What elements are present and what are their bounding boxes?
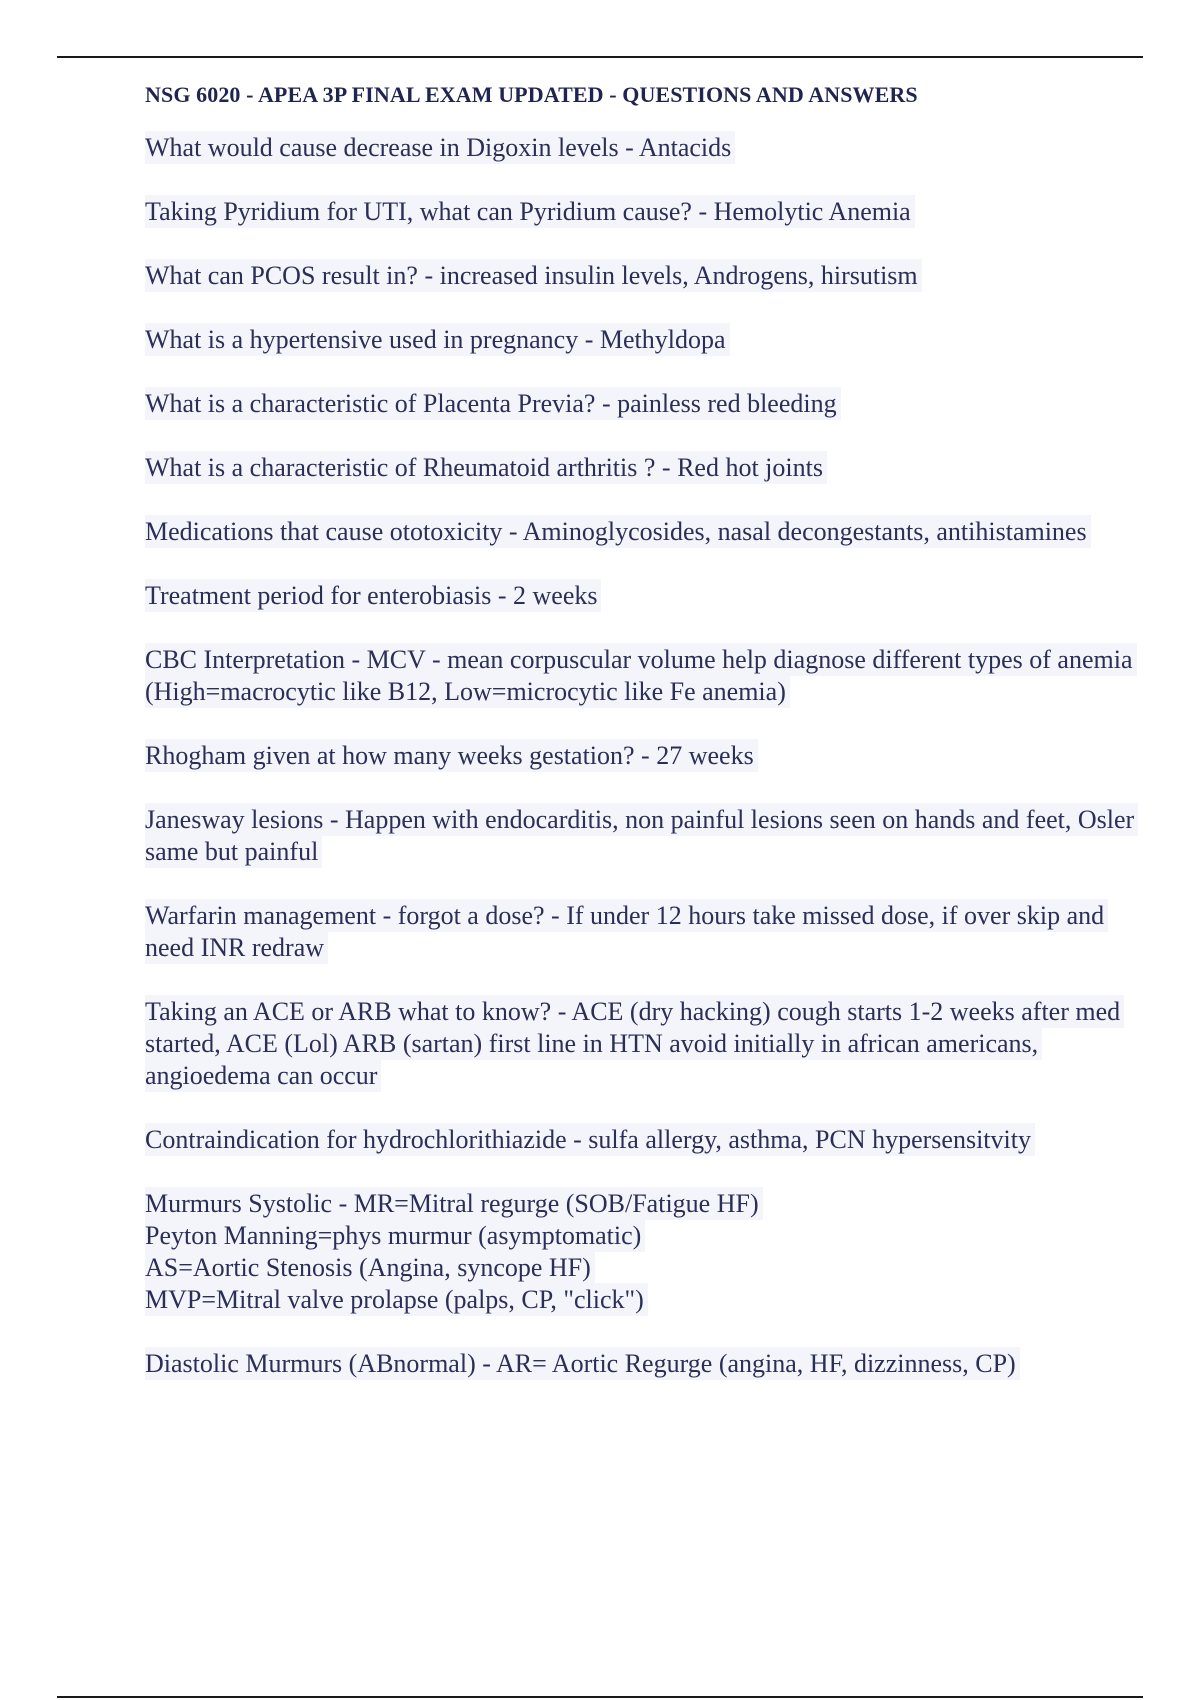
qa-item	[145, 580, 1145, 612]
qa-text: What is a characteristic of Rheumatoid arthritis ? - Red hot joints	[145, 451, 827, 484]
qa-item	[145, 644, 1145, 708]
qa-item	[145, 740, 1145, 772]
qa-text: What is a characteristic of Placenta Previa? - painless red bleeding	[145, 387, 841, 420]
qa-text: Warfarin management - forgot a dose? - If under 12 hours take missed dose, if over skip and need INR redraw	[145, 899, 1108, 964]
qa-text: Treatment period for enterobiasis - 2 weeks	[145, 579, 601, 612]
top-rule	[57, 56, 1143, 58]
qa-item	[145, 260, 1145, 292]
qa-item-murmurs-systolic	[145, 1188, 1145, 1316]
qa-text: Contraindication for hydrochlorithiazide - sulfa allergy, asthma, PCN hypersensitvity	[145, 1123, 1035, 1156]
qa-text: Taking an ACE or ARB what to know? - ACE (dry hacking) cough starts 1-2 weeks after med started, ACE (Lol) ARB (sartan) first line in HTN avoid initially in african americans, angioedema can occur	[145, 995, 1124, 1092]
qa-item	[145, 900, 1145, 964]
qa-text: Rhogham given at how many weeks gestation? - 27 weeks	[145, 739, 758, 772]
qa-line: MVP=Mitral valve prolapse (palps, CP, "click")	[145, 1283, 648, 1316]
qa-line: Murmurs Systolic - MR=Mitral regurge (SOB/Fatigue HF)	[145, 1187, 763, 1220]
qa-text: CBC Interpretation - MCV - mean corpuscular volume help diagnose different types of anemia (High=macrocytic like B12, Low=microcytic like Fe anemia)	[145, 643, 1137, 708]
qa-text: What can PCOS result in? - increased insulin levels, Androgens, hirsutism	[145, 259, 922, 292]
qa-item	[145, 132, 1145, 164]
qa-item	[145, 388, 1145, 420]
document-page	[145, 78, 1145, 1412]
qa-item	[145, 516, 1145, 548]
qa-item	[145, 996, 1145, 1092]
qa-item	[145, 1124, 1145, 1156]
qa-text: Janesway lesions - Happen with endocarditis, non painful lesions seen on hands and feet, Osler same but painful	[145, 803, 1138, 868]
qa-line: Peyton Manning=phys murmur (asymptomatic)	[145, 1219, 645, 1252]
qa-item	[145, 324, 1145, 356]
bottom-rule	[57, 1696, 1143, 1698]
qa-item-diastolic	[145, 1348, 1145, 1380]
qa-line: AS=Aortic Stenosis (Angina, syncope HF)	[145, 1251, 595, 1284]
qa-item	[145, 452, 1145, 484]
qa-text: What is a hypertensive used in pregnancy - Methyldopa	[145, 323, 730, 356]
document-title: NSG 6020 - APEA 3P FINAL EXAM UPDATED - QUESTIONS AND ANSWERS	[145, 82, 918, 107]
qa-text: Taking Pyridium for UTI, what can Pyridium cause? - Hemolytic Anemia	[145, 195, 915, 228]
qa-item	[145, 804, 1145, 868]
qa-item	[145, 196, 1145, 228]
qa-text: Medications that cause ototoxicity - Aminoglycosides, nasal decongestants, antihistamines	[145, 515, 1091, 548]
qa-text: Diastolic Murmurs (ABnormal) - AR= Aortic Regurge (angina, HF, dizzinness, CP)	[145, 1347, 1020, 1380]
qa-text: What would cause decrease in Digoxin levels - Antacids	[145, 131, 735, 164]
